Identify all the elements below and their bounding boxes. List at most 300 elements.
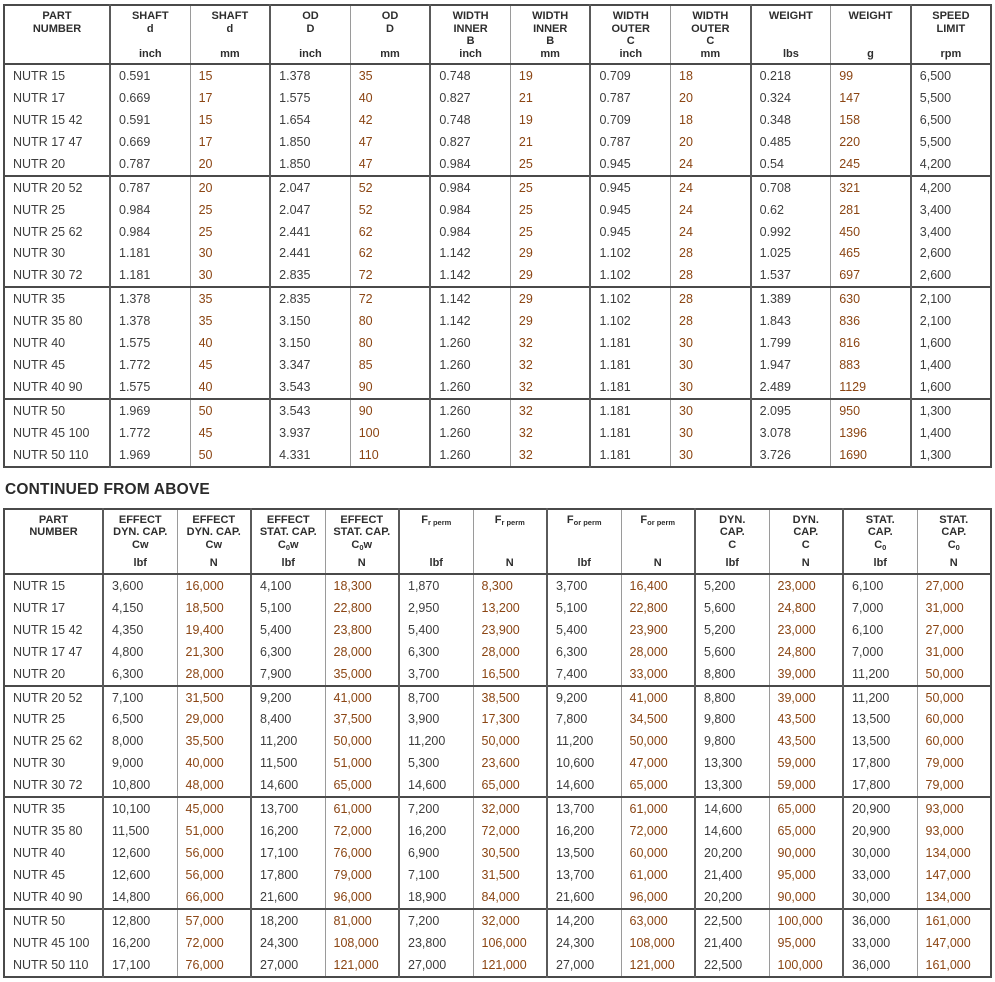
column-header: [671, 5, 751, 64]
part-number-cell: NUTR 20 52: [4, 686, 103, 709]
value-cell: 0.945: [590, 221, 670, 243]
value-cell: 8,800: [695, 686, 769, 709]
value-cell: 56,000: [177, 864, 251, 886]
value-cell: 697: [831, 264, 911, 287]
header-line: d: [226, 22, 234, 35]
value-cell: 41,000: [325, 686, 399, 709]
value-cell: 100: [350, 422, 430, 444]
value-cell: 8,700: [399, 686, 473, 709]
value-cell: 1.181: [110, 264, 190, 287]
value-cell: 22,800: [621, 597, 695, 619]
value-cell: 31,500: [177, 686, 251, 709]
value-cell: 0.591: [110, 64, 190, 87]
value-cell: 72,000: [177, 932, 251, 954]
value-cell: 18,500: [177, 597, 251, 619]
value-cell: 1.260: [430, 444, 510, 467]
value-cell: 0.324: [751, 87, 831, 109]
value-cell: 1.142: [430, 264, 510, 287]
value-cell: 76,000: [177, 954, 251, 977]
part-number-cell: NUTR 15: [13, 68, 66, 83]
value-cell: 28,000: [325, 641, 399, 663]
table-row: [4, 909, 991, 932]
value-cell: 24,800: [769, 641, 843, 663]
value-cell: 56,000: [177, 842, 251, 864]
value-cell: 1.850: [270, 131, 350, 153]
value-cell: 50,000: [325, 730, 399, 752]
table-row: [4, 176, 991, 199]
header-line: SHAFT: [211, 10, 249, 22]
value-cell: 14,600: [399, 774, 473, 797]
value-cell: 17,100: [103, 954, 177, 977]
value-cell: 60,000: [917, 730, 991, 752]
header-line: STAT. CAP.: [259, 526, 317, 539]
table-row: [4, 932, 991, 954]
value-cell: 20,200: [695, 886, 769, 909]
value-cell: 21,600: [547, 886, 621, 909]
value-cell: 29: [510, 310, 590, 332]
value-cell: 37,500: [325, 709, 399, 731]
value-cell: 1.102: [590, 310, 670, 332]
value-cell: 121,000: [621, 954, 695, 977]
table-row: [4, 820, 991, 842]
value-cell: 90: [350, 399, 430, 422]
value-cell: 24,300: [547, 932, 621, 954]
table-row: [4, 444, 991, 467]
value-cell: 6,300: [103, 663, 177, 686]
value-cell: 121,000: [473, 954, 547, 977]
header-line: CAP.: [941, 526, 967, 539]
table-row: [4, 886, 991, 909]
value-cell: 2.489: [751, 376, 831, 399]
value-cell: 450: [831, 221, 911, 243]
value-cell: 65,000: [325, 774, 399, 797]
header-line: WIDTH: [692, 10, 729, 22]
value-cell: 20,900: [843, 820, 917, 842]
value-cell: 72: [350, 264, 430, 287]
value-cell: 1.378: [270, 64, 350, 87]
value-cell: 0.591: [110, 109, 190, 131]
value-cell: 7,200: [399, 909, 473, 932]
value-cell: 32: [510, 399, 590, 422]
table-row: [4, 686, 991, 709]
value-cell: 1.102: [590, 243, 670, 265]
unit-label: N: [801, 557, 810, 570]
column-header: [350, 5, 430, 64]
value-cell: 18: [671, 109, 751, 131]
value-cell: 5,300: [399, 752, 473, 774]
value-cell: 0.709: [590, 64, 670, 87]
value-cell: 25: [190, 199, 270, 221]
symbol-text: w: [290, 538, 299, 551]
column-header: [590, 5, 670, 64]
unit-label: lbf: [281, 557, 295, 570]
value-cell: 5,600: [695, 641, 769, 663]
part-number-cell: NUTR 20: [13, 666, 66, 681]
symbol-text: F: [421, 513, 428, 526]
value-cell: 32,000: [473, 797, 547, 820]
value-cell: 3.543: [270, 399, 350, 422]
value-cell: 31,500: [473, 864, 547, 886]
value-cell: 16,000: [177, 574, 251, 597]
value-cell: 0.992: [751, 221, 831, 243]
value-cell: 32: [510, 444, 590, 467]
value-cell: 3.347: [270, 354, 350, 376]
value-cell: 23,600: [473, 752, 547, 774]
value-cell: 66,000: [177, 886, 251, 909]
value-cell: 36,000: [843, 909, 917, 932]
header-line: C: [728, 538, 737, 551]
value-cell: 13,700: [547, 797, 621, 820]
value-cell: 2,600: [911, 264, 991, 287]
unit-label: mm: [700, 47, 721, 60]
value-cell: 45: [190, 422, 270, 444]
value-cell: 40: [350, 87, 430, 109]
value-cell: 1.772: [110, 354, 190, 376]
value-cell: 1690: [831, 444, 911, 467]
value-cell: 0.984: [430, 199, 510, 221]
value-cell: 8,800: [695, 663, 769, 686]
header-line: DYN.: [792, 513, 819, 526]
value-cell: 33,000: [843, 932, 917, 954]
value-cell: 72,000: [325, 820, 399, 842]
part-number-cell: NUTR 45: [13, 358, 66, 373]
header-line: B: [466, 35, 475, 47]
value-cell: 27,000: [251, 954, 325, 977]
symbol-text: w: [363, 538, 373, 551]
value-cell: 1.389: [751, 287, 831, 310]
value-cell: 30,000: [843, 842, 917, 864]
value-cell: 121,000: [325, 954, 399, 977]
value-cell: 5,500: [911, 87, 991, 109]
value-cell: 9,800: [695, 709, 769, 731]
value-cell: 21,400: [695, 932, 769, 954]
value-cell: 50,000: [473, 730, 547, 752]
value-cell: 24: [671, 176, 751, 199]
value-cell: 134,000: [917, 886, 991, 909]
value-cell: 65,000: [473, 774, 547, 797]
value-cell: 30: [671, 422, 751, 444]
value-cell: 76,000: [325, 842, 399, 864]
column-header: [917, 509, 991, 574]
value-cell: 13,500: [843, 709, 917, 731]
value-cell: 1,300: [911, 444, 991, 467]
value-cell: 108,000: [325, 932, 399, 954]
column-header: [103, 509, 177, 574]
value-cell: 0.669: [110, 87, 190, 109]
value-cell: 60,000: [621, 842, 695, 864]
value-cell: 96,000: [325, 886, 399, 909]
value-cell: 72: [350, 287, 430, 310]
value-cell: 45,000: [177, 797, 251, 820]
value-cell: 14,600: [547, 774, 621, 797]
header-line: [874, 539, 886, 552]
part-number-cell: NUTR 17: [13, 90, 66, 105]
value-cell: 12,800: [103, 909, 177, 932]
value-cell: 1.799: [751, 332, 831, 354]
symbol-text: F: [566, 513, 574, 526]
value-cell: 1.575: [110, 332, 190, 354]
value-cell: 161,000: [917, 954, 991, 977]
header-line: OUTER: [691, 22, 730, 35]
value-cell: 27,000: [399, 954, 473, 977]
value-cell: 25: [510, 199, 590, 221]
value-cell: 40: [190, 376, 270, 399]
value-cell: 3,700: [547, 574, 621, 597]
value-cell: 1.969: [110, 444, 190, 467]
value-cell: 1.102: [590, 287, 670, 310]
value-cell: 4,200: [911, 176, 991, 199]
value-cell: 28: [671, 287, 751, 310]
value-cell: 14,600: [251, 774, 325, 797]
value-cell: 35,000: [325, 663, 399, 686]
value-cell: 31,000: [917, 641, 991, 663]
part-number-cell: NUTR 45 100: [13, 425, 90, 440]
value-cell: 30: [671, 399, 751, 422]
value-cell: 1.142: [430, 310, 510, 332]
table-row: [4, 619, 991, 641]
value-cell: 32: [510, 354, 590, 376]
value-cell: 3.078: [751, 422, 831, 444]
value-cell: 61,000: [325, 797, 399, 820]
header-line: SPEED: [932, 10, 970, 22]
value-cell: 2.441: [270, 221, 350, 243]
value-cell: 6,500: [911, 64, 991, 87]
value-cell: 1.969: [110, 399, 190, 422]
value-cell: 20: [190, 176, 270, 199]
value-cell: 0.984: [430, 153, 510, 176]
value-cell: 25: [190, 221, 270, 243]
value-cell: 24,800: [769, 597, 843, 619]
value-cell: 90: [350, 376, 430, 399]
unit-label: mm: [220, 47, 240, 60]
value-cell: 45: [190, 354, 270, 376]
value-cell: 3.150: [270, 332, 350, 354]
value-cell: 0.945: [590, 153, 670, 176]
value-cell: 31,000: [917, 597, 991, 619]
value-cell: 79,000: [917, 774, 991, 797]
value-cell: 5,500: [911, 131, 991, 153]
value-cell: 43,500: [769, 730, 843, 752]
value-cell: 1.772: [110, 422, 190, 444]
value-cell: 21,600: [251, 886, 325, 909]
value-cell: 16,200: [547, 820, 621, 842]
value-cell: 8,000: [103, 730, 177, 752]
value-cell: 1.181: [590, 332, 670, 354]
value-cell: 43,500: [769, 709, 843, 731]
value-cell: 47: [350, 131, 430, 153]
value-cell: 23,000: [769, 619, 843, 641]
value-cell: 1.181: [590, 399, 670, 422]
value-cell: 22,800: [325, 597, 399, 619]
header-line: EFFECT: [266, 513, 310, 526]
value-cell: 465: [831, 243, 911, 265]
symbol-subscript: 0: [882, 542, 887, 552]
header-line: DYN.: [719, 513, 746, 526]
value-cell: 950: [831, 399, 911, 422]
value-cell: 1.260: [430, 376, 510, 399]
value-cell: 22,500: [695, 954, 769, 977]
unit-label: N: [949, 557, 958, 570]
value-cell: 220: [831, 131, 911, 153]
part-number-cell: NUTR 50: [4, 909, 103, 932]
value-cell: 61,000: [621, 864, 695, 886]
value-cell: 5,400: [251, 619, 325, 641]
value-cell: 7,100: [399, 864, 473, 886]
value-cell: 24,300: [251, 932, 325, 954]
part-number-cell: NUTR 30: [13, 246, 66, 261]
header-line: STAT. CAP.: [333, 526, 391, 539]
header-line: OD: [381, 10, 399, 22]
value-cell: 28,000: [621, 641, 695, 663]
value-cell: 25: [510, 153, 590, 176]
value-cell: 63,000: [621, 909, 695, 932]
part-number-cell: NUTR 17 47: [13, 134, 83, 149]
column-header: [325, 509, 399, 574]
value-cell: 108,000: [621, 932, 695, 954]
value-cell: 5,200: [695, 619, 769, 641]
value-cell: 1129: [831, 376, 911, 399]
value-cell: 0.984: [110, 221, 190, 243]
value-cell: 13,200: [473, 597, 547, 619]
unit-label: N: [357, 557, 366, 570]
header-line: D: [386, 22, 394, 35]
value-cell: 29: [510, 264, 590, 287]
value-cell: 62: [350, 243, 430, 265]
symbol-text: C: [874, 538, 883, 551]
part-number-cell: NUTR 30: [13, 756, 66, 771]
value-cell: 0.708: [751, 176, 831, 199]
column-header: [4, 5, 110, 64]
symbol-subscript: r perm: [501, 517, 525, 527]
value-cell: 18,200: [251, 909, 325, 932]
value-cell: 35,500: [177, 730, 251, 752]
value-cell: 18: [671, 64, 751, 87]
column-header: [270, 5, 350, 64]
part-number-cell: NUTR 25: [13, 712, 66, 727]
symbol-text: F: [494, 513, 502, 526]
part-number-cell: NUTR 35 80: [13, 824, 83, 839]
value-cell: 80: [350, 332, 430, 354]
value-cell: 32: [510, 332, 590, 354]
value-cell: 27,000: [917, 574, 991, 597]
value-cell: 3.937: [270, 422, 350, 444]
value-cell: 33,000: [621, 663, 695, 686]
table-row: [4, 422, 991, 444]
value-cell: 99: [831, 64, 911, 87]
value-cell: 161,000: [917, 909, 991, 932]
value-cell: 7,000: [843, 641, 917, 663]
value-cell: 0.218: [751, 64, 831, 87]
value-cell: 21,400: [695, 864, 769, 886]
value-cell: 11,500: [103, 820, 177, 842]
value-cell: 20,200: [695, 842, 769, 864]
value-cell: 18,300: [325, 574, 399, 597]
column-header: [751, 5, 831, 64]
value-cell: 1,870: [399, 574, 473, 597]
value-cell: 147,000: [917, 932, 991, 954]
symbol-text: C: [351, 538, 360, 551]
value-cell: 1.181: [590, 444, 670, 467]
value-cell: 630: [831, 287, 911, 310]
value-cell: 20: [190, 153, 270, 176]
value-cell: 1,400: [911, 354, 991, 376]
unit-label: mm: [540, 47, 560, 60]
table-row: [4, 332, 991, 354]
table-row: [4, 109, 991, 131]
table-row: [4, 287, 991, 310]
header-line: NUMBER: [32, 22, 82, 35]
value-cell: 50,000: [917, 686, 991, 709]
value-cell: 0.748: [430, 64, 510, 87]
value-cell: 52: [350, 176, 430, 199]
part-number-cell: NUTR 17 47: [13, 644, 83, 659]
unit-label: inch: [138, 47, 162, 60]
header-line: C: [801, 538, 810, 551]
value-cell: 6,900: [399, 842, 473, 864]
value-cell: 39,000: [769, 663, 843, 686]
value-cell: 15: [190, 64, 270, 87]
value-cell: 10,100: [103, 797, 177, 820]
value-cell: 106,000: [473, 932, 547, 954]
value-cell: 28,000: [473, 641, 547, 663]
value-cell: 2.095: [751, 399, 831, 422]
header-line: INNER: [453, 22, 488, 35]
table-row: [4, 64, 991, 87]
value-cell: 65,000: [769, 797, 843, 820]
value-cell: 33,000: [843, 864, 917, 886]
value-cell: 9,200: [547, 686, 621, 709]
header-line: CAP.: [867, 526, 893, 539]
value-cell: 0.984: [430, 176, 510, 199]
value-cell: 0.984: [430, 221, 510, 243]
table-row: [4, 131, 991, 153]
value-cell: 3,400: [911, 221, 991, 243]
value-cell: 0.787: [590, 131, 670, 153]
value-cell: 2.835: [270, 287, 350, 310]
value-cell: 5,100: [251, 597, 325, 619]
table-row: [4, 399, 991, 422]
value-cell: 28,000: [177, 663, 251, 686]
value-cell: 6,100: [843, 619, 917, 641]
value-cell: 84,000: [473, 886, 547, 909]
value-cell: 14,800: [103, 886, 177, 909]
value-cell: 27,000: [917, 619, 991, 641]
value-cell: 0.945: [590, 176, 670, 199]
header-line: B: [546, 35, 555, 47]
value-cell: 47: [350, 153, 430, 176]
header-line: CAP.: [793, 526, 819, 539]
value-cell: 0.787: [110, 176, 190, 199]
value-cell: 30: [671, 332, 751, 354]
part-number-cell: NUTR 35 80: [13, 314, 83, 329]
value-cell: 30,500: [473, 842, 547, 864]
value-cell: 3.150: [270, 310, 350, 332]
value-cell: 12,600: [103, 842, 177, 864]
value-cell: 41,000: [621, 686, 695, 709]
value-cell: 1.575: [110, 376, 190, 399]
value-cell: 1.260: [430, 422, 510, 444]
value-cell: 25: [510, 221, 590, 243]
header-line: DYN. CAP.: [186, 526, 241, 539]
value-cell: 321: [831, 176, 911, 199]
value-cell: 17,800: [251, 864, 325, 886]
value-cell: 1.260: [430, 332, 510, 354]
value-cell: 1.378: [110, 310, 190, 332]
value-cell: 35: [190, 310, 270, 332]
unit-label: N: [505, 557, 514, 570]
symbol-subscript: 0: [285, 542, 291, 552]
value-cell: 17: [190, 87, 270, 109]
